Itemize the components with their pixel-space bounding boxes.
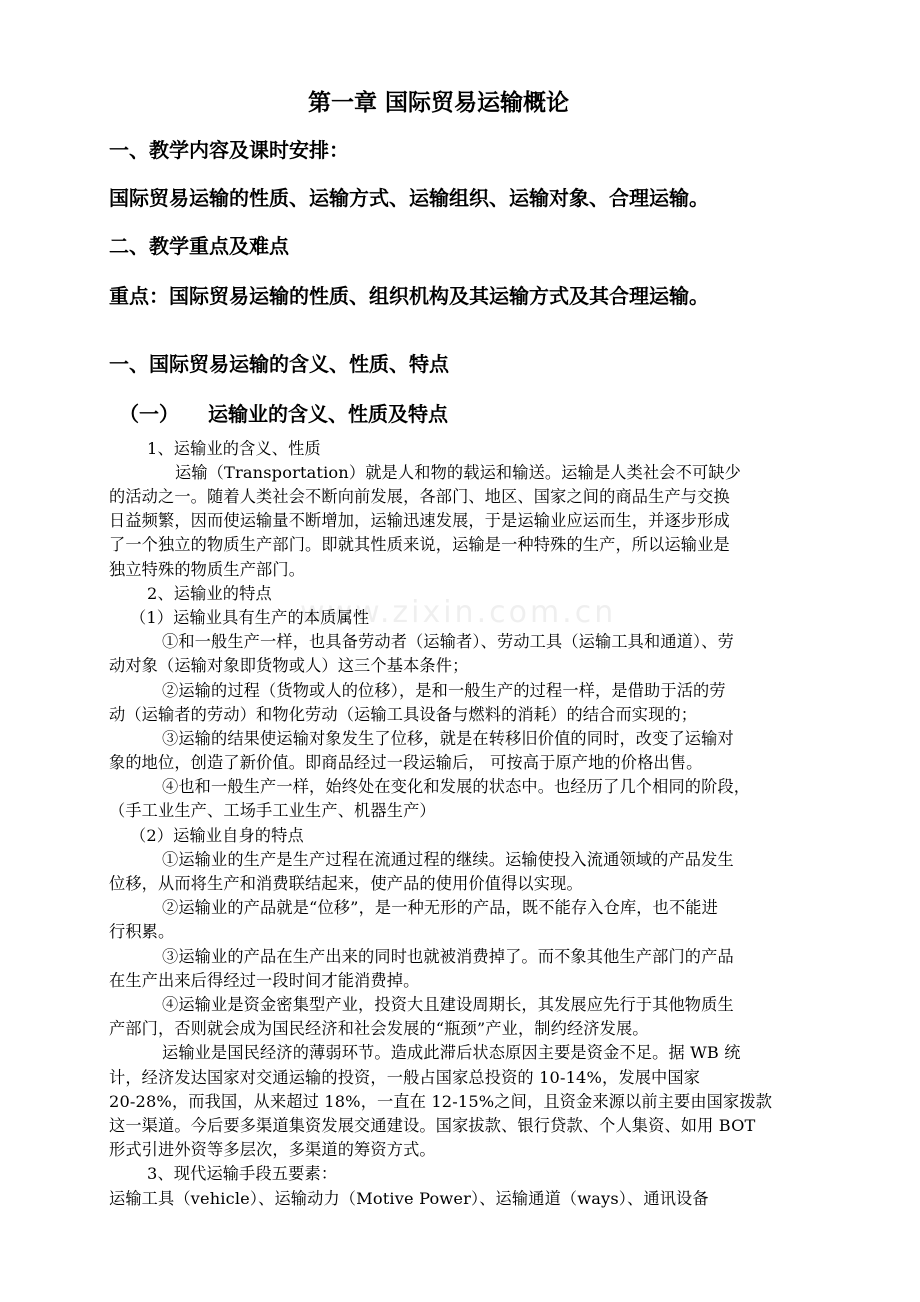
body-line: 形式引进外资等多层次，多渠道的筹资方式。	[109, 1140, 436, 1159]
watermark: www.zixin.com.cn	[300, 595, 617, 630]
body-line: （1）运输业具有生产的本质属性	[130, 608, 370, 627]
body-line: 动（运输者的劳动）和物化劳动（运输工具设备与燃料的消耗）的结合而实现的；	[109, 705, 698, 724]
body-line: ③运输业的产品在生产出来的同时也就被消费掉了。而不象其他生产部门的产品	[162, 947, 734, 966]
body-line: （手工业生产、工场手工业生产、机器生产）	[109, 801, 436, 820]
body-line: ②运输的过程（货物或人的位移），是和一般生产的过程一样，是借助于活的劳	[162, 681, 726, 700]
body-line: 象的地位，创造了新价值。即商品经过一段运输后， 可按高于原产地的价格出售。	[109, 753, 703, 772]
body-line: 这一渠道。今后要多渠道集资发展交通建设。国家拔款、银行贷款、个人集资、如用 BOT	[109, 1116, 756, 1135]
section2-heading: 二、教学重点及难点	[109, 234, 289, 258]
section1-content: 国际贸易运输的性质、运输方式、运输组织、运输对象、合理运输。	[109, 186, 709, 210]
body-line: 动对象（运输对象即货物或人）这三个基本条件；	[109, 656, 469, 675]
body-line: ①运输业的生产是生产过程在流通过程的继续。运输使投入流通领域的产品发生	[162, 850, 734, 869]
body-line: 独立特殊的物质生产部门。	[109, 560, 306, 579]
body-line: 1、运输业的含义、性质	[147, 439, 321, 458]
body-line: 的活动之一。随着人类社会不断向前发展，各部门、地区、国家之间的商品生产与交换	[109, 487, 730, 506]
body-line: ①和一般生产一样，也具备劳动者（运输者）、劳动工具（运输工具和通道）、劳	[162, 632, 734, 651]
body-line: ③运输的结果使运输对象发生了位移，就是在转移旧价值的同时，改变了运输对	[162, 729, 734, 748]
body-line: 产部门，否则就会成为国民经济和社会发展的“瓶颈”产业，制约经济发展。	[109, 1019, 649, 1038]
body-line: 日益频繁，因而使运输量不断增加，运输迅速发展，于是运输业应运而生，并逐步形成	[109, 511, 730, 530]
body-line: （2）运输业自身的特点	[130, 826, 304, 845]
part1-heading: 一、国际贸易运输的含义、性质、特点	[109, 352, 449, 376]
sub1-label: （一）	[119, 402, 179, 426]
body-line: 20-28%，而我国，从来超过 18%，一直在 12-15%之间，且资金来源以前主要由国家拨款	[109, 1092, 773, 1111]
body-line: 在生产出来后得经过一段时间才能消费掉。	[109, 971, 420, 990]
chapter-title: 第一章 国际贸易运输概论	[308, 90, 570, 116]
body-line: 行积累。	[109, 922, 175, 941]
body-line: 运输工具（vehicle）、运输动力（Motive Power）、运输通道（ways）、通讯设备	[109, 1189, 709, 1208]
sub1-title: 运输业的含义、性质及特点	[208, 402, 448, 426]
body-line: 位移，从而将生产和消费联结起来，使产品的使用价值得以实现。	[109, 874, 583, 893]
section2-content: 重点：国际贸易运输的性质、组织机构及其运输方式及其合理运输。	[109, 284, 709, 308]
body-line: 3、现代运输手段五要素：	[147, 1164, 338, 1183]
body-line: 了一个独立的物质生产部门。即就其性质来说，运输是一种特殊的生产，所以运输业是	[109, 535, 730, 554]
body-line: 运输业是国民经济的薄弱环节。造成此滞后状态原因主要是资金不足。据 WB 统	[162, 1043, 741, 1062]
body-line: 运输（Transportation）就是人和物的载运和输送。运输是人类社会不可缺少	[175, 463, 741, 482]
body-line: ④运输业是资金密集型产业，投资大且建设周期长，其发展应先行于其他物质生	[162, 995, 734, 1014]
body-line: ②运输业的产品就是“位移”，是一种无形的产品，既不能存入仓库，也不能进	[162, 898, 718, 917]
body-line: 2、运输业的特点	[147, 584, 272, 603]
body-line: ④也和一般生产一样，始终处在变化和发展的状态中。也经历了几个相同的阶段，	[162, 777, 751, 796]
section1-heading: 一、教学内容及课时安排：	[109, 138, 349, 162]
body-line: 计，经济发达国家对交通运输的投资，一般占国家总投资的 10-14%，发展中国家	[109, 1068, 701, 1087]
